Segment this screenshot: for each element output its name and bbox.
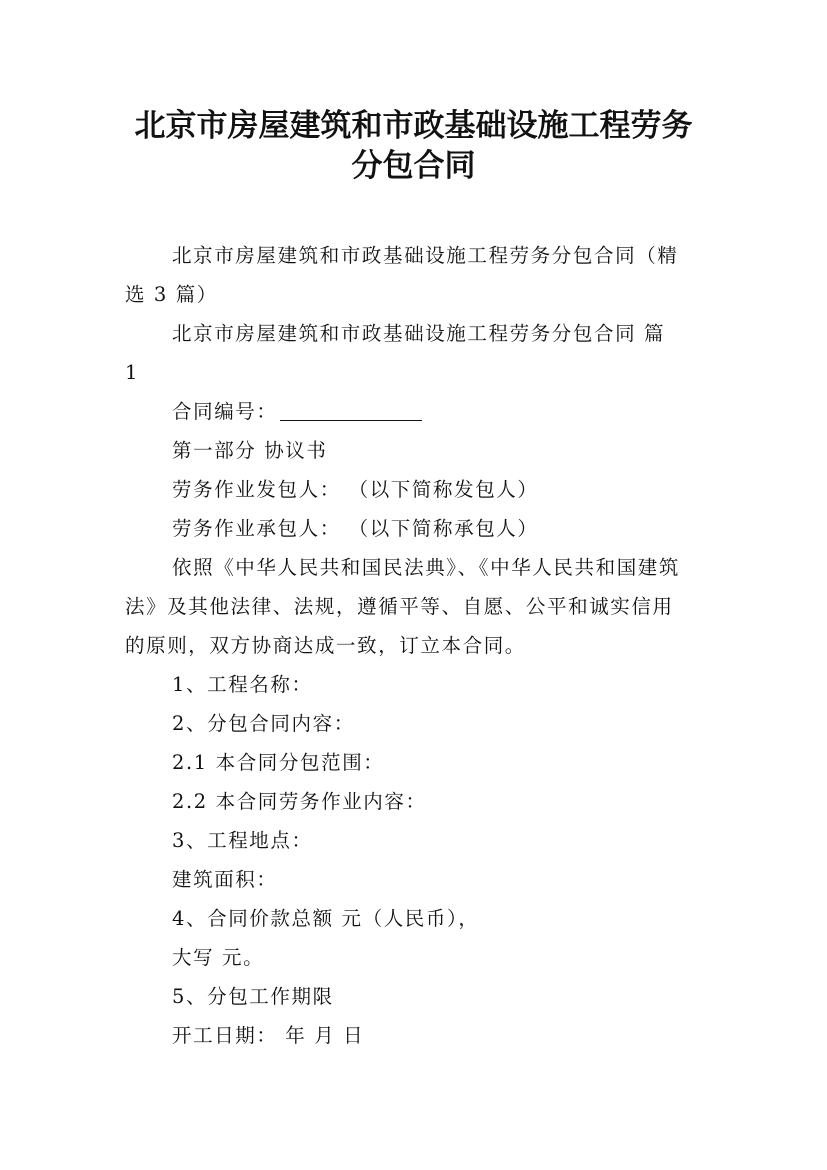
item-2-2-labor-content: 2.2 本合同劳务作业内容： (172, 790, 427, 813)
capital-amount-line: 大写 元。 (172, 946, 265, 969)
intro-line-2: 选 3 篇） (125, 283, 218, 306)
item-3-location: 3、工程地点： (172, 829, 313, 852)
part-one-heading: 第一部分 协议书 (172, 439, 328, 462)
contractor-line: 劳务作业承包人： （以下简称承包人） (172, 517, 539, 540)
intro-line-1: 北京市房屋建筑和市政基础设施工程劳务分包合同（精 (172, 244, 679, 267)
basis-line-3: 的原则，双方协商达成一致，订立本合同。 (125, 634, 526, 657)
article-heading-line-1: 北京市房屋建筑和市政基础设施工程劳务分包合同 篇 (172, 322, 666, 345)
contract-number-blank (280, 400, 422, 421)
item-5-work-period: 5、分包工作期限 (172, 985, 334, 1008)
document-title-line-1: 北京市房屋建筑和市政基础设施工程劳务 (134, 108, 693, 144)
building-area-line: 建筑面积： (172, 868, 278, 891)
article-heading-line-2: 1 (125, 361, 140, 384)
contract-number-label: 合同编号： (172, 400, 278, 423)
employer-line: 劳务作业发包人： （以下简称发包人） (172, 478, 539, 501)
item-2-subcontract-content: 2、分包合同内容： (172, 712, 355, 735)
start-date-line: 开工日期： 年 月 日 (172, 1024, 365, 1047)
item-4-contract-price: 4、合同价款总额 元（人民币）， (172, 907, 480, 930)
basis-line-2: 法》及其他法律、法规，遵循平等、自愿、公平和诚实信用 (125, 595, 674, 618)
item-1-project-name: 1、工程名称： (172, 673, 313, 696)
contract-number-row (172, 392, 752, 431)
document-title-line-2: 分包合同 (351, 148, 476, 184)
item-2-1-scope: 2.1 本合同分包范围： (172, 751, 385, 774)
basis-line-1: 依照《中华人民共和国民法典》、《中华人民共和国建筑 (172, 556, 681, 579)
